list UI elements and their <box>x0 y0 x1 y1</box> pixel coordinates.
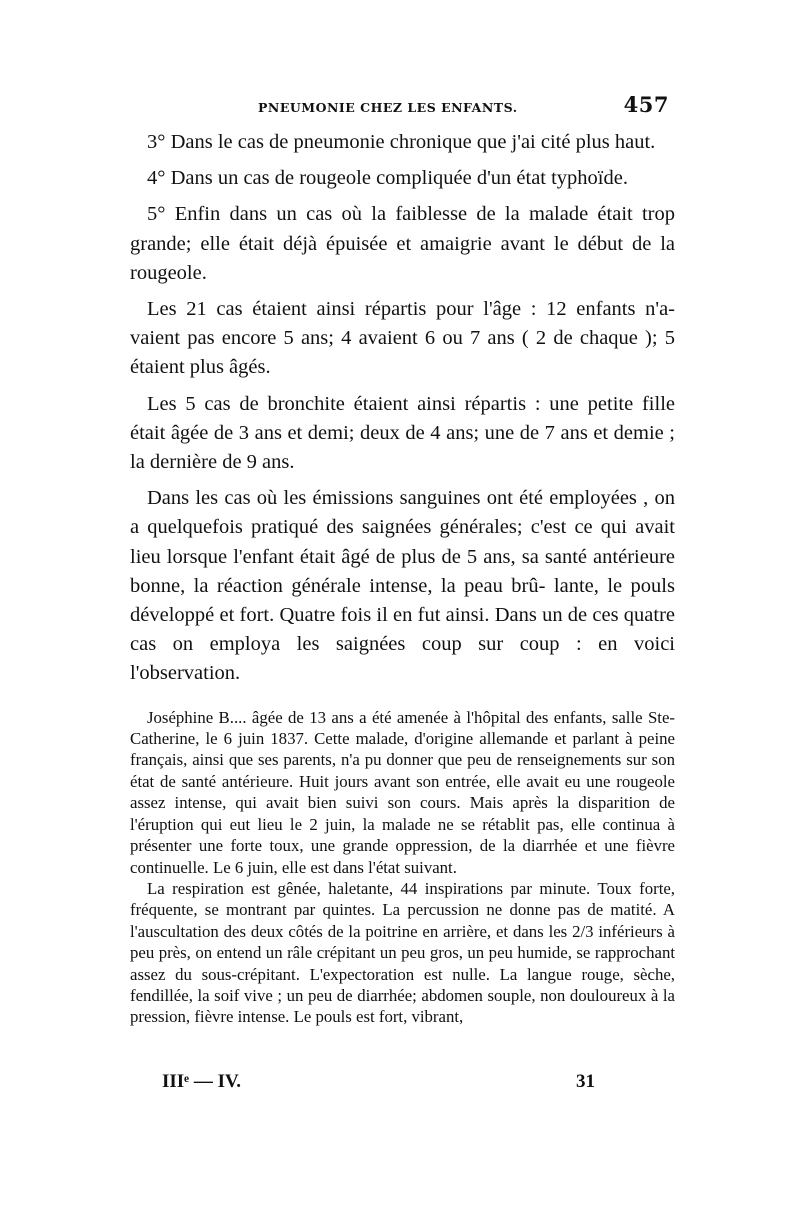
paragraph: 4° Dans un cas de rougeole compliquée d'un état typhoïde. <box>147 167 628 190</box>
paragraph: Les 21 cas étaient ainsi répartis pour l'âge : 12 enfants n'a- vaient pas encore 5 ans; 4 avaient 6 ou 7 ans ( 2 de chaque ); 5 étaient plus âgés. <box>130 298 675 379</box>
paragraph: 5° Enfin dans un cas où la faiblesse de la malade était trop grande; elle était déjà épuisée et amaigrie avant le début de la rougeole. <box>130 203 675 284</box>
signature-mark: IIIᵉ — IV. <box>162 1071 242 1092</box>
paragraph: Dans les cas où les émissions sanguines ont été employées , on a quelquefois pratiqué des saignées générales; c'est ce qui avait lieu lorsque l'enfant était âgé de plus de 5 ans, sa santé antérieure bonne, la réaction générale intense, la peau brû- lante, le pouls développé et fort. Quatre fois il en fut ainsi. Dans un de ces quatre cas on employa les saignées coup sur coup : en voici l'observation. <box>130 487 675 685</box>
observation-paragraph: La respiration est gênée, haletante, 44 inspirations par minute. Toux forte, fréquente, se montrant par quintes. La percussion ne donne pas de matité. A l'auscultation des deux côtés de la poitrine en arrière, et dans les 2/3 inférieurs à peu près, on entend un râle crépitant un peu gros, un peu humide, se rapprochant assez du sous-crépitant. L'expectoration est nulle. La langue rouge, sèche, fendillée, la soif vive ; un peu de diarrhée; abdomen souple, non douloureux à la pression, fièvre intense. Le pouls est fort, vibrant, <box>130 878 675 1027</box>
main-text <box>130 128 675 689</box>
observation-paragraph: Joséphine B.... âgée de 13 ans a été amenée à l'hôpital des enfants, salle Ste-Catherine, le 6 juin 1837. Cette malade, d'origine allemande et parlant à peine français, ainsi que ses parents, n'a pu donner que peu de renseignements sur son état de santé antérieure. Huit jours avant son entrée, elle avait eu une rougeole assez intense, qui avait bien suivi son cours. Mais après la disparition de l'éruption qui eut lieu le 2 juin, la malade ne se rétablit pas, elle continua à présenter une forte toux, une grande oppression, de la diarrhée et une fièvre continuelle. Le 6 juin, elle est dans l'état suivant. <box>130 707 675 877</box>
running-head <box>130 92 675 120</box>
page-content <box>130 92 675 1028</box>
paragraph: 3° Dans le cas de pneumonie chronique que j'ai cité plus haut. <box>147 131 656 153</box>
signature-number: 31 <box>576 1071 595 1092</box>
running-title: PNEUMONIE CHEZ LES ENFANTS. <box>258 100 518 115</box>
observation-text <box>130 707 675 1028</box>
page-number: 457 <box>623 92 669 117</box>
paragraph: Les 5 cas de bronchite étaient ainsi répartis : une petite fille était âgée de 3 ans et demi; deux de 4 ans; une de 7 ans et demie ; la dernière de 9 ans. <box>130 392 675 474</box>
